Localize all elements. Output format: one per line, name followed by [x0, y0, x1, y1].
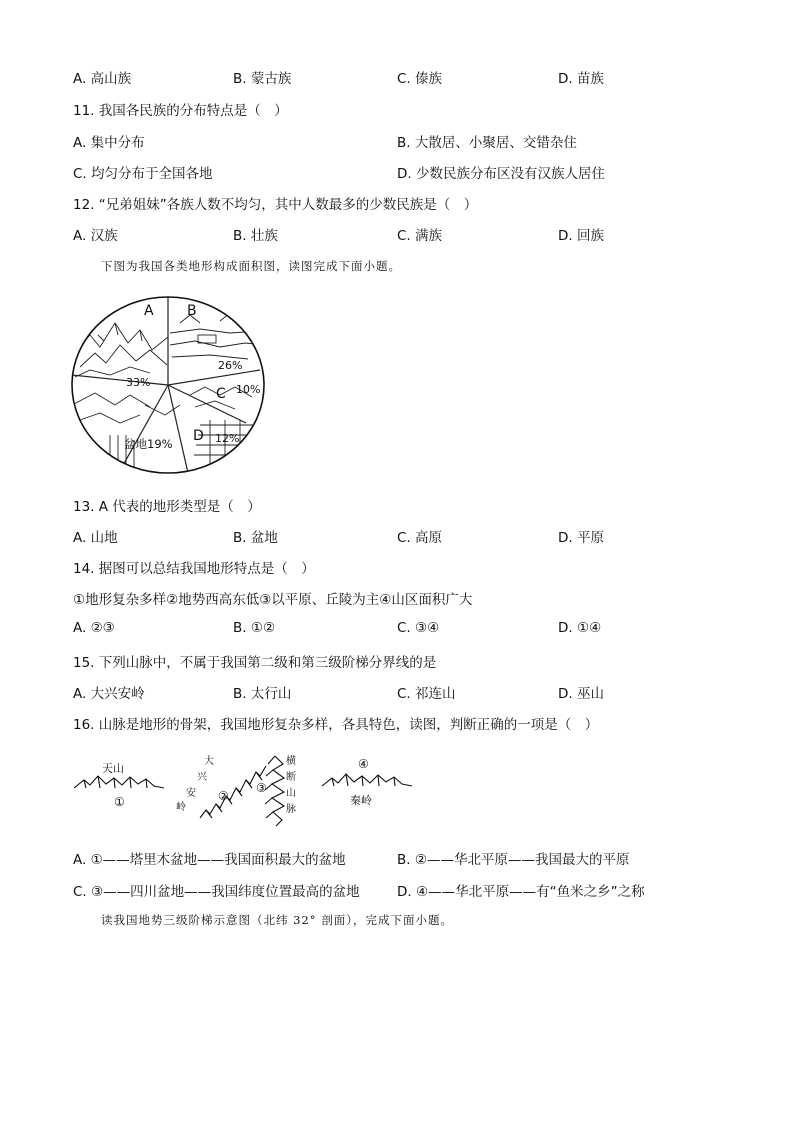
q15-option-c[interactable]: C. 祁连山 — [397, 686, 456, 702]
tianshan-label: 天山 — [102, 762, 124, 775]
qinling-label: 秦岭 — [350, 794, 372, 807]
sector-a-label: A — [144, 303, 154, 319]
q13-option-d[interactable]: D. 平原 — [558, 530, 604, 546]
sector-d-percent: 12% — [215, 432, 240, 445]
q15-option-d[interactable]: D. 巫山 — [558, 686, 604, 702]
q12-option-b[interactable]: B. 壮族 — [233, 228, 278, 244]
figure2-caption: 读我国地势三级阶梯示意图（北纬 32° 剖面），完成下面小题。 — [101, 913, 453, 927]
q12-option-c[interactable]: C. 满族 — [397, 228, 443, 244]
q16-option-b[interactable]: B. ②——华北平原——我国最大的平原 — [397, 852, 630, 868]
q13-option-b[interactable]: B. 盆地 — [233, 530, 278, 546]
q14-option-a[interactable]: A. ②③ — [73, 620, 115, 636]
basin-label: 盆地19% — [124, 437, 173, 451]
daxinganling-char-3: 安 — [186, 788, 196, 799]
q16-option-d[interactable]: D. ④——华北平原——有“鱼米之乡”之称 — [397, 884, 645, 900]
q15-stem: 15. 下列山脉中，不属于我国第二级和第三级阶梯分界线的是 — [73, 655, 437, 671]
sector-b-percent: 26% — [218, 359, 243, 372]
hengduan-char-4: 脉 — [286, 804, 296, 815]
range-4-number: ④ — [358, 757, 369, 771]
sector-d-label: D — [193, 428, 204, 444]
daxinganling-char-2: 兴 — [197, 772, 207, 783]
hengduan-char-1: 横 — [286, 756, 296, 767]
q13-option-a[interactable]: A. 山地 — [73, 530, 118, 546]
range-1-number: ① — [114, 795, 125, 809]
q16-option-c[interactable]: C. ③——四川盆地——我国纬度位置最高的盆地 — [73, 884, 360, 900]
q10-option-d[interactable]: D. 苗族 — [558, 71, 604, 87]
q14-option-d[interactable]: D. ①④ — [558, 620, 602, 636]
q16-stem: 16. 山脉是地形的骨架，我国地形复杂多样，各具特色，读图，判断正确的一项是（ ） — [73, 717, 599, 733]
daxinganling-char-4: 岭 — [176, 802, 186, 813]
sector-a-percent: 33% — [126, 376, 151, 389]
q15-option-a[interactable]: A. 大兴安岭 — [73, 686, 145, 702]
q11-option-c[interactable]: C. 均匀分布于全国各地 — [73, 166, 213, 182]
figure1-caption: 下图为我国各类地形构成面积图，读图完成下面小题。 — [101, 259, 401, 273]
sector-c-label: C — [216, 386, 226, 402]
daxinganling-char-1: 大 — [204, 756, 214, 767]
hengduan-char-2: 断 — [286, 772, 296, 783]
q14-option-c[interactable]: C. ③④ — [397, 620, 440, 636]
q12-stem: 12. “兄弟姐妹”各族人数不均匀，其中人数最多的少数民族是（ ） — [73, 197, 478, 213]
q11-option-d[interactable]: D. 少数民族分布区没有汉族人居住 — [397, 166, 605, 182]
q14-option-b[interactable]: B. ①② — [233, 620, 276, 636]
sector-c-percent: 10% — [236, 383, 261, 396]
hengduan-char-3: 山 — [286, 788, 296, 799]
q15-option-b[interactable]: B. 太行山 — [233, 686, 292, 702]
q14-statement: ①地形复杂多样②地势西高东低③以平原、丘陵为主④山区面积广大 — [73, 592, 473, 608]
range-3-number: ③ — [256, 781, 267, 795]
terrain-area-figure — [70, 295, 270, 480]
q11-option-b[interactable]: B. 大散居、小聚居、交错杂住 — [397, 135, 577, 151]
q11-option-a[interactable]: A. 集中分布 — [73, 135, 145, 151]
q11-stem: 11. 我国各民族的分布特点是（ ） — [73, 103, 288, 119]
q12-option-d[interactable]: D. 回族 — [558, 228, 604, 244]
mountain-ranges-figure — [70, 748, 420, 830]
q10-option-c[interactable]: C. 傣族 — [397, 71, 443, 87]
q13-stem: 13. A 代表的地形类型是（ ） — [73, 499, 261, 515]
range-2-number: ② — [218, 789, 229, 803]
q14-stem: 14. 据图可以总结我国地形特点是（ ） — [73, 561, 315, 577]
q12-option-a[interactable]: A. 汉族 — [73, 228, 118, 244]
q10-option-b[interactable]: B. 蒙古族 — [233, 71, 292, 87]
q10-option-a[interactable]: A. 高山族 — [73, 71, 132, 87]
sector-b-label: B — [187, 303, 197, 319]
q13-option-c[interactable]: C. 高原 — [397, 530, 443, 546]
q16-option-a[interactable]: A. ①——塔里木盆地——我国面积最大的盆地 — [73, 852, 346, 868]
